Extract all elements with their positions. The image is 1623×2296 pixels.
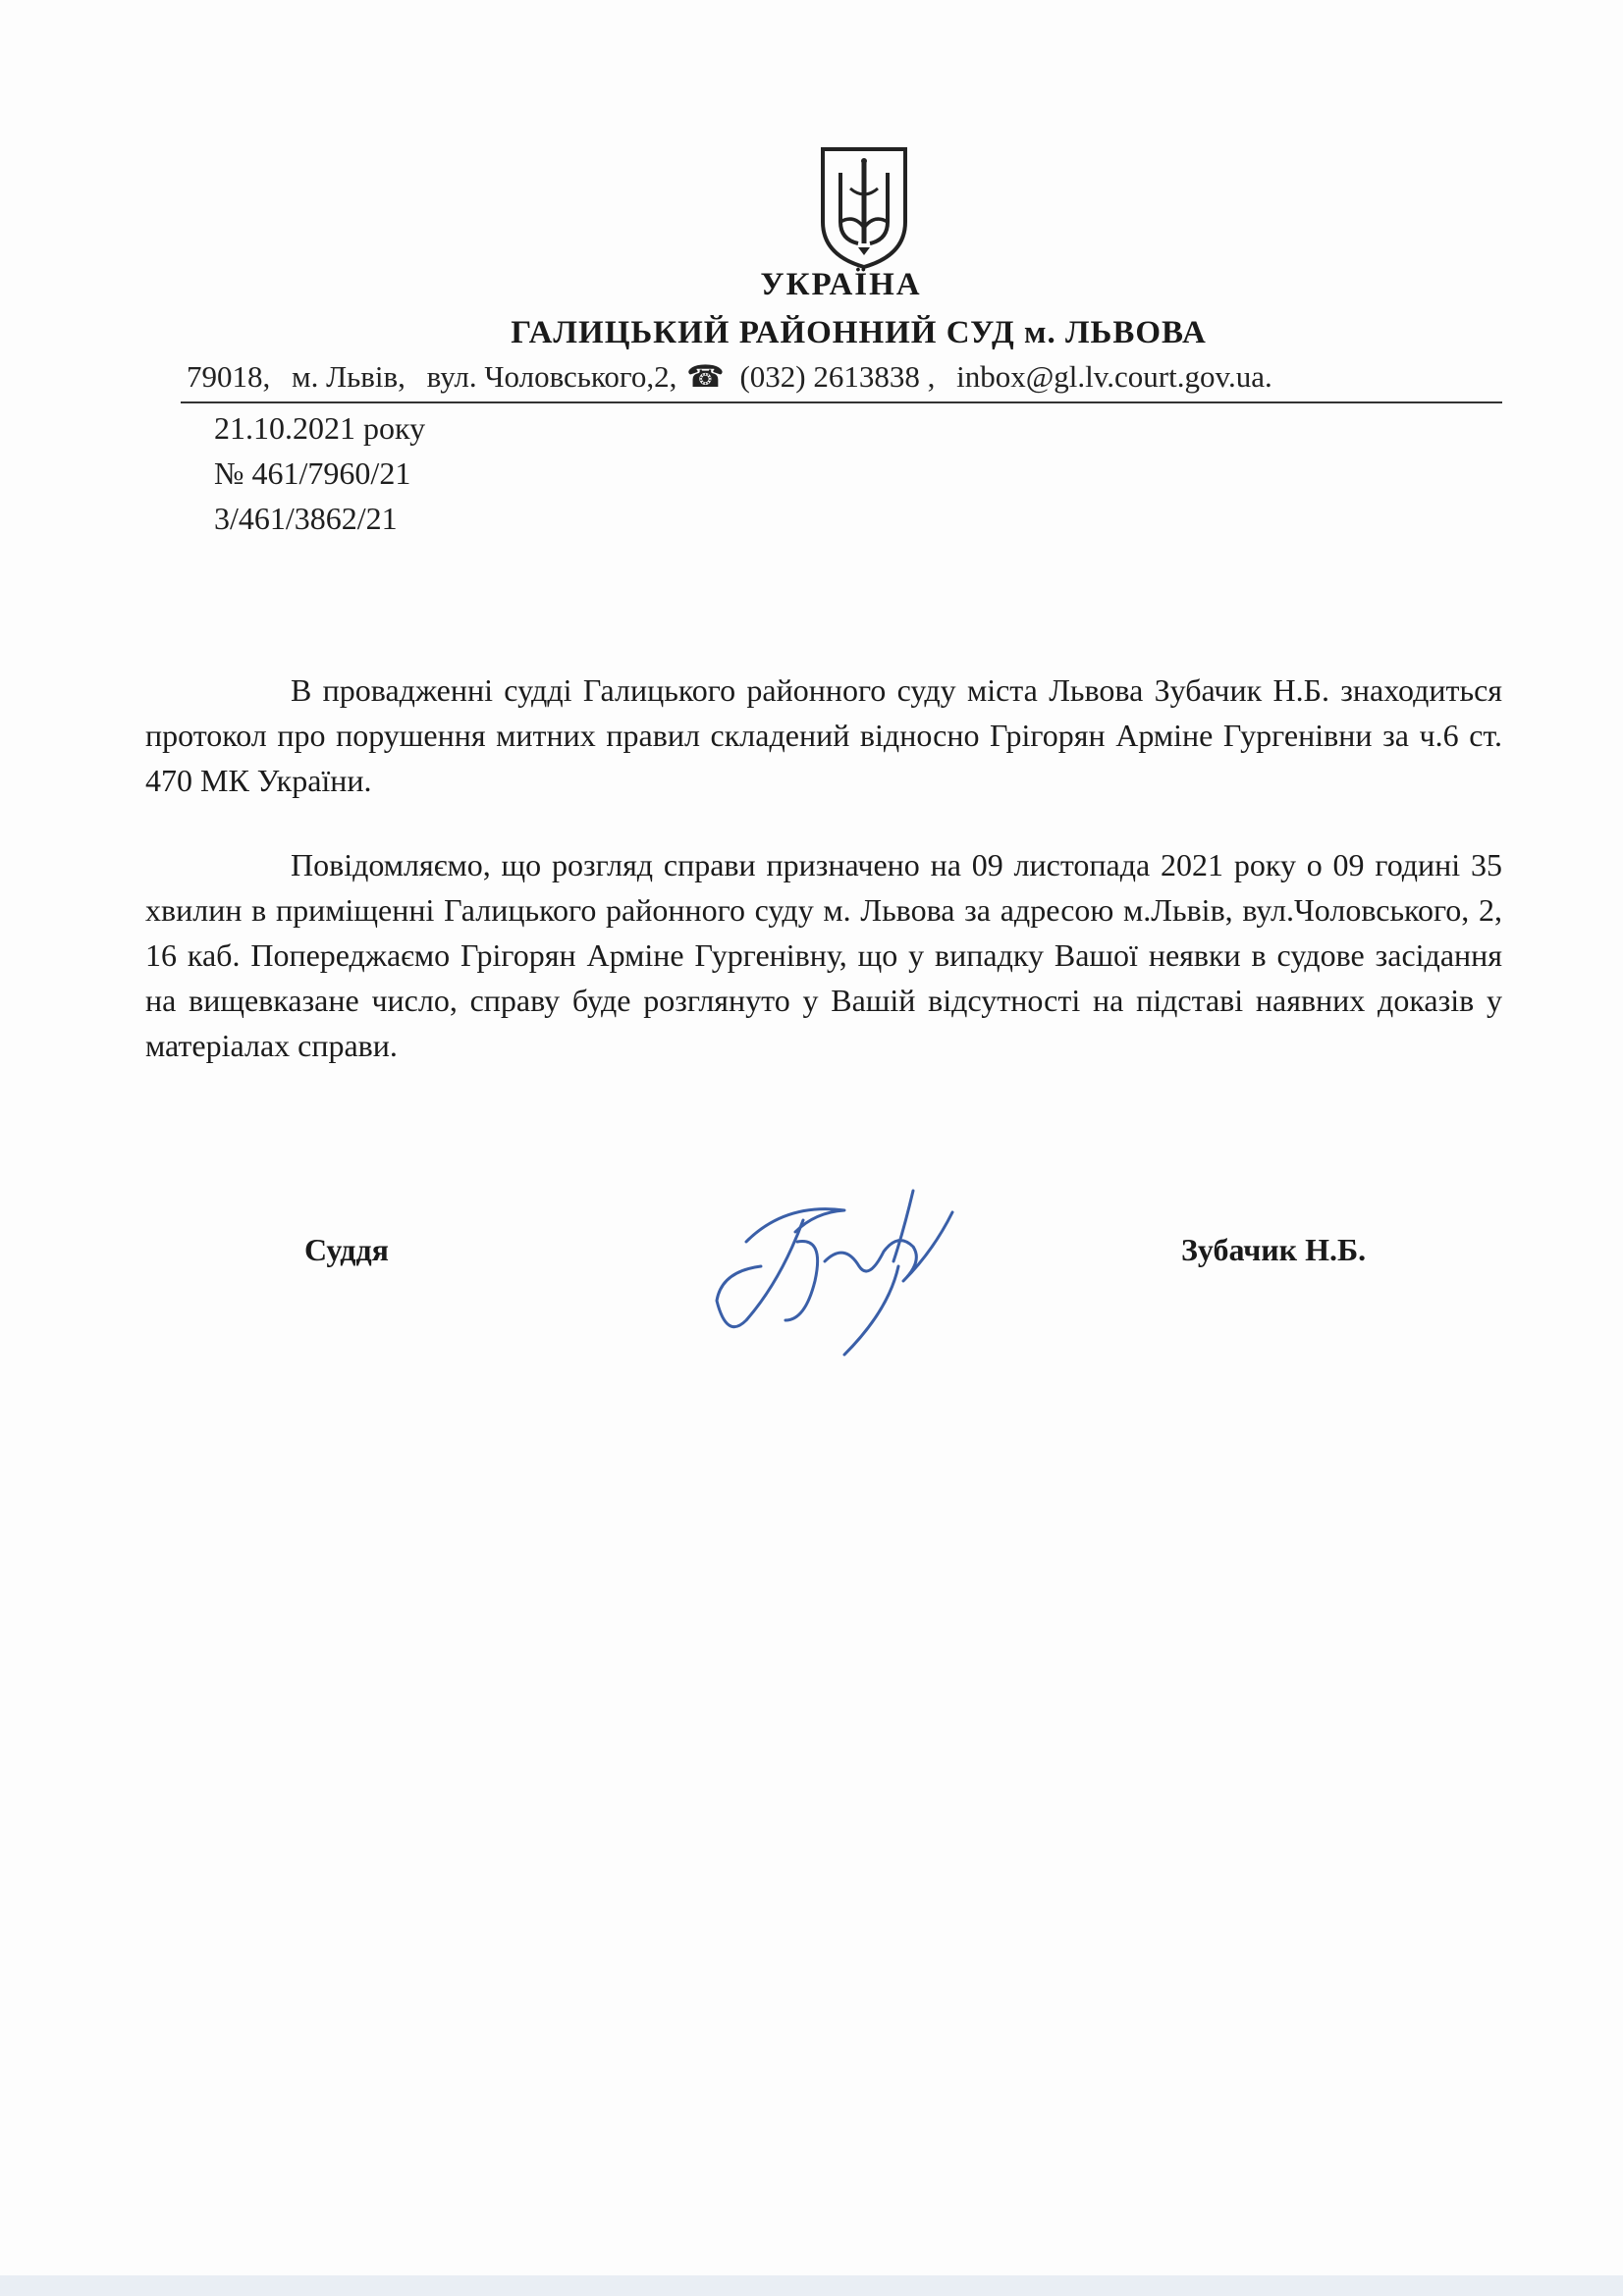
paragraph-text: В провадженні судді Галицького районного суду міста Львова Зубачик Н.Б. знаходиться протокол про порушення митних правил складений відносно Грігорян Арміне Гургенівни за ч.6 ст. 470 МК України. [145,672,1502,798]
signatory-role: Суддя [304,1232,389,1267]
signatory-name: Зубачик Н.Б. [1181,1232,1367,1267]
scan-edge [0,2275,1623,2296]
court-heading [0,315,1623,351]
country-heading: УКРАЇНА [760,267,922,302]
body-paragraph [145,842,1502,1068]
paragraph-text: Повідомляємо, що розгляд справи призначено на 09 листопада 2021 року о 09 годині 35 хвилин в приміщенні Галицького районного суду м. Львова за адресою м.Львів, вул.Чоловського, 2, 16 каб. Попереджаємо Грігорян Арміне Гургенівну, що у випадку Вашої неявки в судове засідання на вищевказане число, справу буде розглянуто у Вашій відсутності на підставі наявних доказів у матеріалах справи. [145,847,1502,1063]
address-street: вул. Чоловського,2, [426,359,677,394]
court-city: м. ЛЬВОВА [1023,315,1207,350]
reference-number: 3/461/3862/21 [214,501,398,536]
body-paragraph [145,667,1502,803]
address-postcode: 79018, [187,359,271,394]
signature-block [0,1232,1623,1291]
address-email: inbox@gl.lv.court.gov.ua. [956,359,1272,394]
address-phone: (032) 2613838 , [739,359,936,394]
document-date: 21.10.2021 року [214,410,426,446]
telephone-icon: ☎ [686,359,725,394]
letterhead-divider [181,401,1502,403]
court-address [187,359,1502,395]
address-city: м. Львів, [292,359,406,394]
coat-of-arms-icon [815,145,913,271]
court-name: ГАЛИЦЬКИЙ РАЙОННИЙ СУД [511,315,1015,350]
case-number: № 461/7960/21 [214,455,411,491]
